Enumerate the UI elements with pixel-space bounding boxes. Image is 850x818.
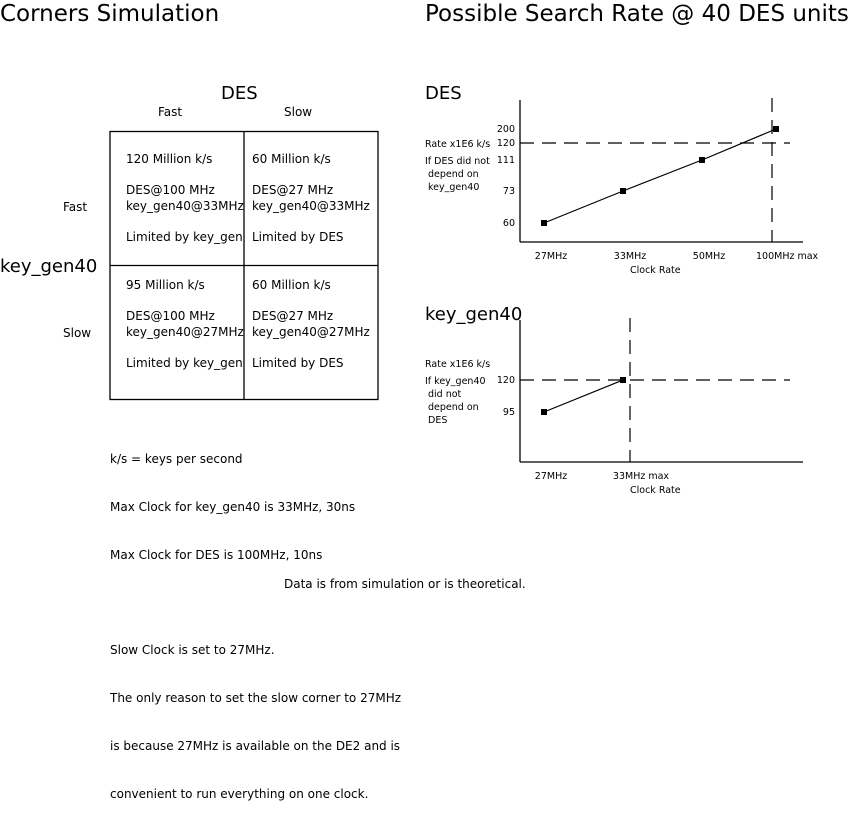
des-slow-label: Slow	[284, 105, 313, 119]
y-tick-label: 120	[496, 375, 515, 386]
cell-limit: Limited by key_gen	[126, 230, 243, 244]
cell-des-clock: DES@27 MHz	[252, 183, 334, 197]
cell-des-clock: DES@100 MHz	[126, 309, 215, 323]
note-line: Slow Clock is set to 27MHz.	[110, 643, 275, 657]
cell-keygen-clock: key_gen40@33MHz	[126, 199, 244, 213]
annotation-line: depend on	[428, 402, 479, 413]
y-tick-label: 200	[496, 124, 515, 135]
y-tick-label: 60	[502, 218, 515, 229]
data-point	[773, 126, 779, 132]
note-line: k/s = keys per second	[110, 452, 243, 466]
data-point	[541, 409, 547, 415]
chart1-ylabel: Rate x1E6 k/s	[425, 139, 491, 150]
x-tick-label: 27MHz	[534, 251, 568, 262]
data-point	[620, 188, 626, 194]
cell-limit: Limited by DES	[252, 356, 344, 370]
x-tick-label: 27MHz	[534, 471, 568, 482]
cell-keygen-clock: key_gen40@27MHz	[126, 325, 244, 339]
keygen-slow-label: Slow	[63, 326, 92, 340]
cell-keygen-clock: key_gen40@27MHz	[252, 325, 370, 339]
chart1-title: DES	[425, 83, 462, 104]
y-tick-label: 95	[502, 407, 515, 418]
des-axis-header: DES	[221, 83, 258, 104]
cell-limit: Limited by DES	[252, 230, 344, 244]
cell-des-clock: DES@100 MHz	[126, 183, 215, 197]
chart2-title: key_gen40	[425, 304, 523, 325]
annotation-line: DES	[428, 415, 448, 426]
data-point	[541, 220, 547, 226]
des-fast-label: Fast	[158, 105, 183, 119]
left-title: Corners Simulation	[0, 1, 220, 27]
x-tick-label: 33MHz	[613, 251, 647, 262]
cell-rate: 120 Million k/s	[126, 152, 213, 166]
chart1-xlabel: Clock Rate	[630, 265, 681, 276]
note-line: convenient to run everything on one clock.	[110, 787, 369, 801]
x-tick-label: 100MHz max	[756, 251, 819, 262]
note-line: The only reason to set the slow corner to 27MHz	[110, 691, 402, 705]
chart2-xlabel: Clock Rate	[630, 485, 681, 496]
y-tick-label: 73	[502, 186, 515, 197]
y-tick-label: 120	[496, 138, 515, 149]
cell-rate: 95 Million k/s	[126, 278, 205, 292]
keygen-axis-header: key_gen40	[0, 256, 98, 277]
data-point	[620, 377, 626, 383]
annotation-line: If key_gen40	[425, 376, 486, 387]
chart2-ylabel: Rate x1E6 k/s	[425, 359, 491, 370]
note-line: Max Clock for DES is 100MHz, 10ns	[110, 548, 323, 562]
data-point	[699, 157, 705, 163]
cell-keygen-clock: key_gen40@33MHz	[252, 199, 370, 213]
cell-rate: 60 Million k/s	[252, 278, 331, 292]
annotation-line: did not	[428, 389, 462, 400]
annotation-line: depend on	[428, 169, 479, 180]
cell-des-clock: DES@27 MHz	[252, 309, 334, 323]
right-title: Possible Search Rate @ 40 DES units	[425, 1, 849, 27]
cell-limit: Limited by key_gen	[126, 356, 243, 370]
footer-note: Data is from simulation or is theoretical.	[284, 577, 526, 591]
x-tick-label: 33MHz max	[612, 471, 670, 482]
x-tick-label: 50MHz	[692, 251, 726, 262]
note-line: Max Clock for key_gen40 is 33MHz, 30ns	[110, 500, 356, 514]
note-line: is because 27MHz is available on the DE2 and is	[110, 739, 401, 753]
y-tick-label: 111	[496, 155, 515, 166]
keygen-fast-label: Fast	[63, 200, 88, 214]
annotation-line: key_gen40	[428, 182, 480, 193]
cell-rate: 60 Million k/s	[252, 152, 331, 166]
series-line	[544, 380, 623, 412]
annotation-line: If DES did not	[425, 156, 490, 167]
